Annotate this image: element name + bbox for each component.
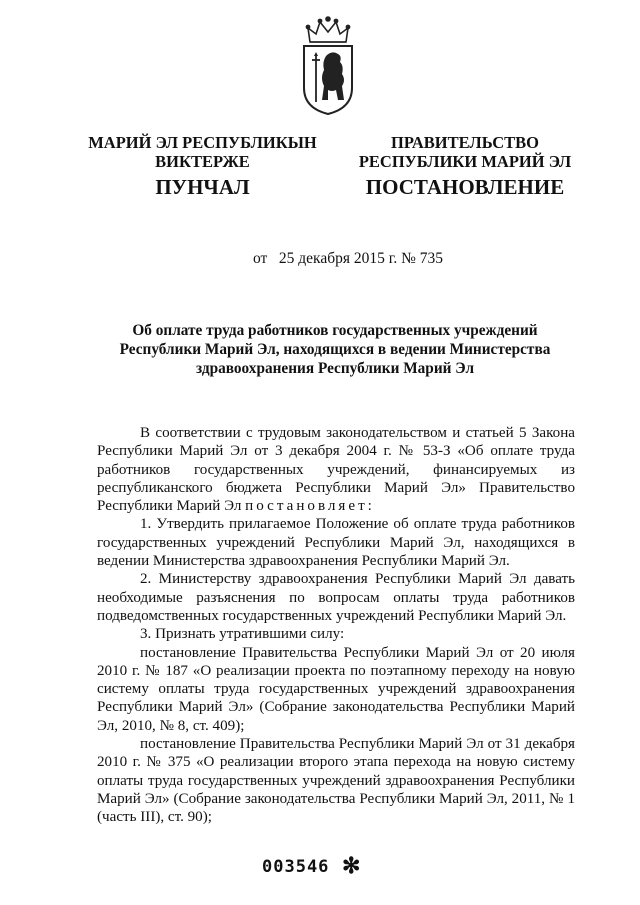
header-left-block	[80, 133, 325, 171]
repealed-act-1: постановление Правительства Республики Марий Эл от 20 июля 2010 г. № 187 «О реализации проекта по поэтапному переходу на новую систему оплаты труда государственных учреждений здравоохранения Республики Марий Эл» (Собрание законодательства Республики Марий Эл, 2010, № 8, ст. 409);	[97, 644, 575, 734]
preamble-paragraph	[97, 424, 575, 515]
clause-3: 3. Признать утратившими силу:	[140, 626, 345, 643]
clause-2: 2. Министерству здравоохранения Республики Марий Эл давать необходимые разъяснения по вопросам оплаты труда работников подведомственных государственных учреждений Республики Марий Эл.	[97, 571, 575, 624]
header-left-line2: ВИКТЕРЖЕ	[155, 152, 250, 171]
date-prefix: от	[252, 250, 268, 267]
document-number: № 735	[401, 250, 444, 267]
doc-type-left: ПУНЧАЛ	[155, 175, 250, 199]
coat-of-arms-icon	[296, 16, 360, 116]
clause-1: 1. Утвердить прилагаемое Положение об оплате труда работников государственных учреждений Республики Марий Эл, находящихся в ведении Министерства здравоохранения Республики Марий Эл.	[97, 516, 575, 570]
title-line3: здравоохранения Республики Марий Эл	[195, 360, 475, 377]
date-line	[0, 250, 640, 268]
header-right-line2: РЕСПУБЛИКИ МАРИЙ ЭЛ	[358, 152, 572, 171]
document-title	[95, 321, 575, 378]
title-line1: Об оплате труда работников государственных учреждений	[132, 322, 538, 339]
asterisk-mark-icon: ✻	[342, 853, 361, 878]
document-body	[97, 424, 575, 827]
resolves-word: постановляет:	[245, 498, 375, 515]
title-line2: Республики Марий Эл, находящихся в ведении Министерства	[119, 341, 551, 358]
serial-number: 003546	[262, 857, 330, 877]
header-right-line1: ПРАВИТЕЛЬСТВО	[391, 133, 539, 152]
header-right-block	[350, 133, 580, 171]
header-left-line1: МАРИЙ ЭЛ РЕСПУБЛИКЫН	[88, 133, 317, 152]
doc-type-right: ПОСТАНОВЛЕНИЕ	[365, 175, 565, 199]
repealed-act-2: постановление Правительства Республики Марий Эл от 31 декабря 2010 г. № 375 «О реализации второго этапа перехода на новую систему оплаты труда государственных учреждений здравоохранения Республики Марий Эл» (Собрание законодательства Республики Марий Эл, 2011, № 1 (часть III), ст. 90);	[97, 736, 575, 826]
preamble-text: В соответствии с трудовым законодательством и статьей 5 Закона Республики Марий Эл от 3 декабря 2004 г. № 53-З «Об оплате труда работников государственных учреждений, финансируемых из республиканского бюджета Республики Марий Эл» Правительство Республики Марий Эл	[97, 425, 575, 515]
document-date: 25 декабря 2015 г.	[278, 250, 398, 267]
